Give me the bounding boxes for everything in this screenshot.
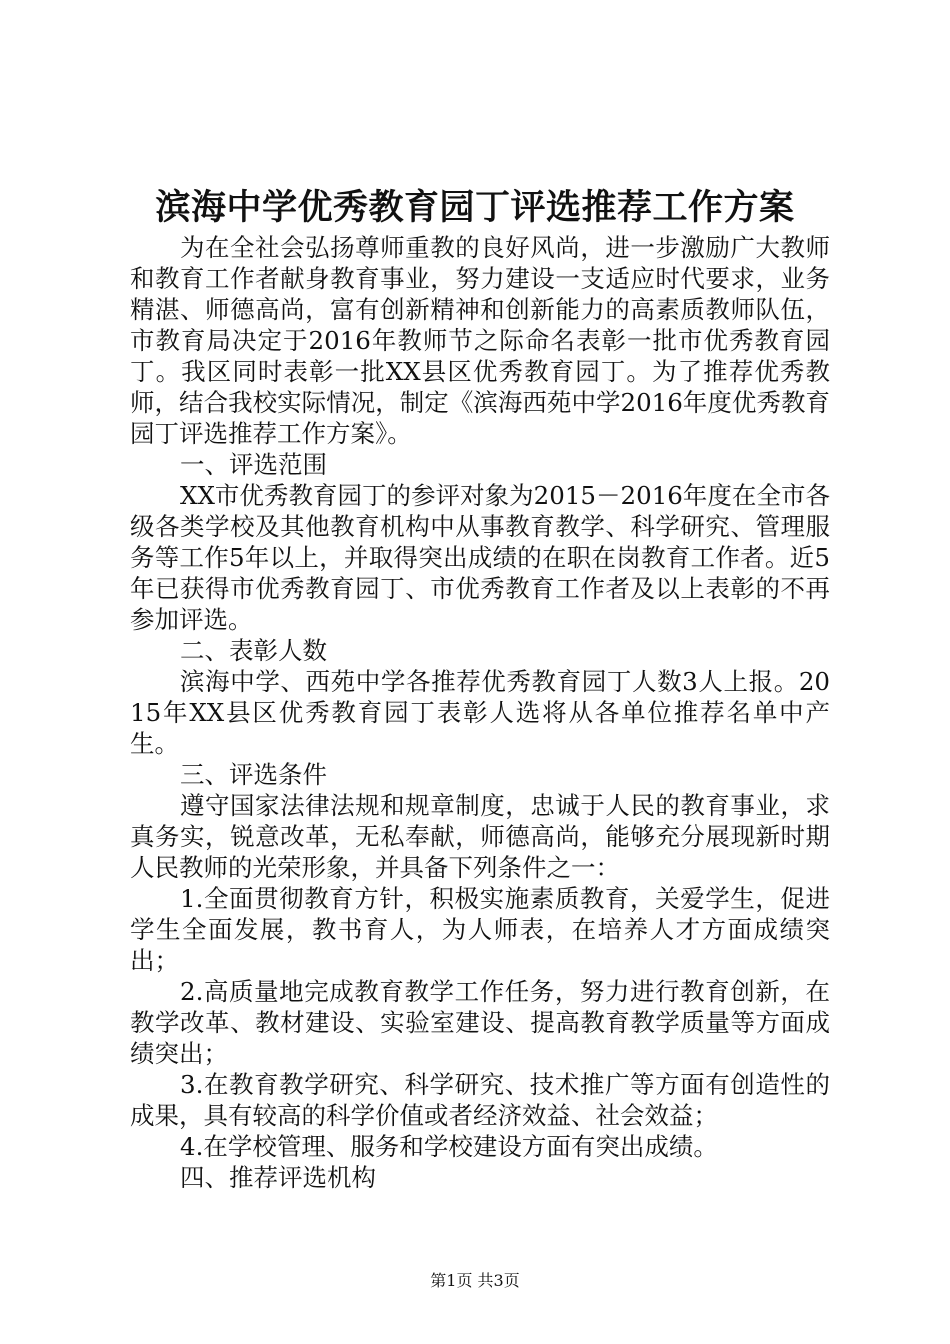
document-title: 滨海中学优秀教育园丁评选推荐工作方案 xyxy=(155,187,795,228)
document-body xyxy=(130,232,830,1193)
criteria-item-4: 4.在学校管理、服务和学校建设方面有突出成绩。 xyxy=(180,1132,718,1161)
criteria-paragraph: 遵守国家法律法规和规章制度，忠诚于人民的教育事业，求真务实，锐意改革，无私奉献，师德高尚，能够充分展现新时期人民教师的光荣形象，并具备下列条件之一： xyxy=(130,791,830,882)
section-heading-committee: 四、推荐评选机构 xyxy=(180,1163,376,1192)
quota-paragraph: 滨海中学、西苑中学各推荐优秀教育园丁人数3人上报。2015年XX县区优秀教育园丁表彰人选将从各单位推荐名单中产生。 xyxy=(130,667,830,758)
section-heading-scope: 一、评选范围 xyxy=(180,450,327,479)
section-heading-quota: 二、表彰人数 xyxy=(180,636,327,665)
page-number-footer: 第1页 共3页 xyxy=(430,1271,520,1290)
criteria-item-2: 2.高质量地完成教育教学工作任务，努力进行教育创新，在教学改革、教材建设、实验室建设、提高教育教学质量等方面成绩突出； xyxy=(130,977,830,1068)
intro-paragraph: 为在全社会弘扬尊师重教的良好风尚，进一步激励广大教师和教育工作者献身教育事业，努力建设一支适应时代要求，业务精湛、师德高尚，富有创新精神和创新能力的高素质教师队伍，市教育局决定于2016年教师节之际命名表彰一批市优秀教育园丁。我区同时表彰一批XX县区优秀教育园丁。为了推荐优秀教师，结合我校实际情况，制定《滨海西苑中学2016年度优秀教育园丁评选推荐工作方案》。 xyxy=(130,233,830,448)
criteria-item-3: 3.在教育教学研究、科学研究、技术推广等方面有创造性的成果，具有较高的科学价值或者经济效益、社会效益； xyxy=(130,1070,830,1130)
scope-paragraph: XX市优秀教育园丁的参评对象为2015－2016年度在全市各级各类学校及其他教育机构中从事教育教学、科学研究、管理服务等工作5年以上，并取得突出成绩的在职在岗教育工作者。近5年已获得市优秀教育园丁、市优秀教育工作者及以上表彰的不再参加评选。 xyxy=(130,481,830,634)
section-heading-criteria: 三、评选条件 xyxy=(180,760,327,789)
criteria-item-1: 1.全面贯彻教育方针，积极实施素质教育，关爱学生，促进学生全面发展，教书育人，为人师表，在培养人才方面成绩突出； xyxy=(130,884,830,975)
